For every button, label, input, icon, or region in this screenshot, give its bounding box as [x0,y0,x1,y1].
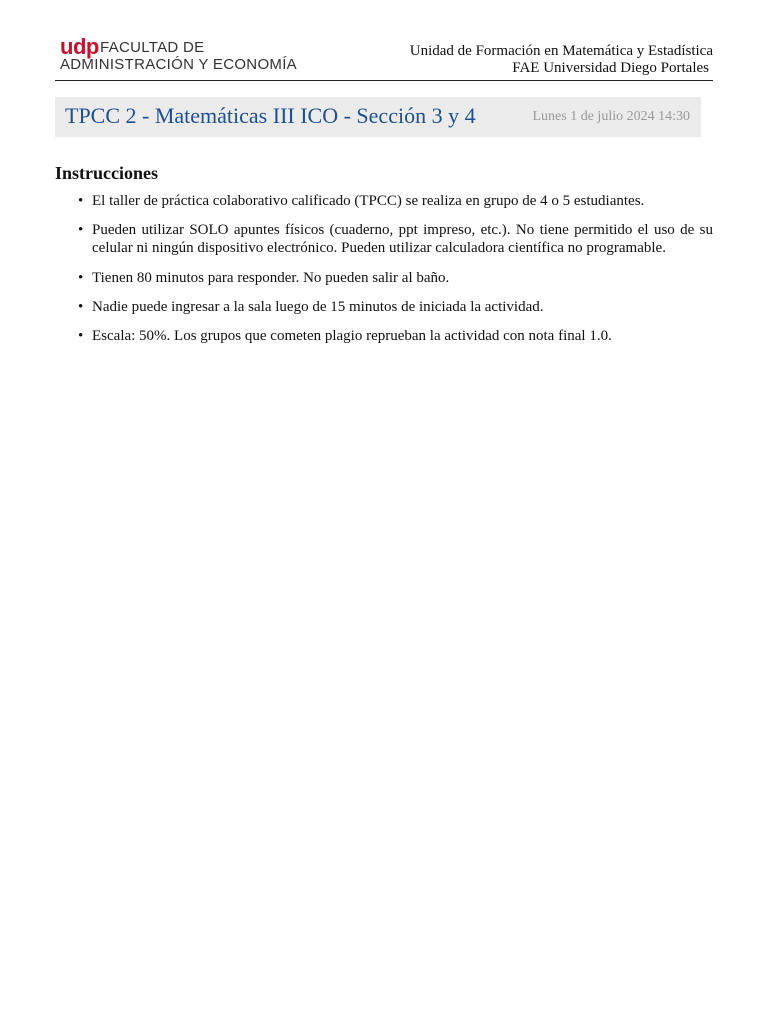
instruction-text: Pueden utilizar SOLO apuntes físicos (cuaderno, ppt impreso, etc.). No tiene permitido el uso de su celular ni ningún dispositivo electrónico. Pueden utilizar calculadora científica no programable. [92,222,713,257]
instructions-list [55,192,715,356]
bullet-icon: • [78,193,84,209]
institution-university: FAE Universidad Diego Portales [512,60,709,76]
document-date: Lunes 1 de julio 2024 14:30 [532,109,690,124]
institution-unit: Unidad de Formación en Matemática y Estadística [409,43,713,59]
document-title: TPCC 2 - Matemáticas III ICO - Sección 3 y 4 [65,103,476,128]
list-item [55,327,713,345]
title-bar [55,97,701,137]
list-item [55,269,713,287]
list-item [55,221,713,257]
list-item [55,298,713,316]
bullet-icon: • [78,298,84,315]
udp-logo-mark: udp [60,34,99,59]
bullet-icon: • [78,328,84,345]
logo-faculty-line1: FACULTAD DE [100,39,205,56]
logo-faculty-line2: ADMINISTRACIÓN Y ECONOMÍA [60,56,297,73]
bullet-icon: • [78,222,84,239]
instruction-text: Escala: 50%. Los grupos que cometen plagio reprueban la actividad con nota final 1.0. [92,328,612,345]
bullet-icon: • [78,269,84,286]
page-header [55,36,713,81]
instruction-text: Tienen 80 minutos para responder. No pueden salir al baño. [92,269,450,286]
list-item [55,192,713,210]
institution-info [410,43,713,77]
instruction-text: El taller de práctica colaborativo calificado (TPCC) se realiza en grupo de 4 o 5 estudiantes. [92,193,645,209]
instruction-text: Nadie puede ingresar a la sala luego de 15 minutos de iniciada la actividad. [92,298,544,315]
instructions-heading: Instrucciones [55,163,158,183]
